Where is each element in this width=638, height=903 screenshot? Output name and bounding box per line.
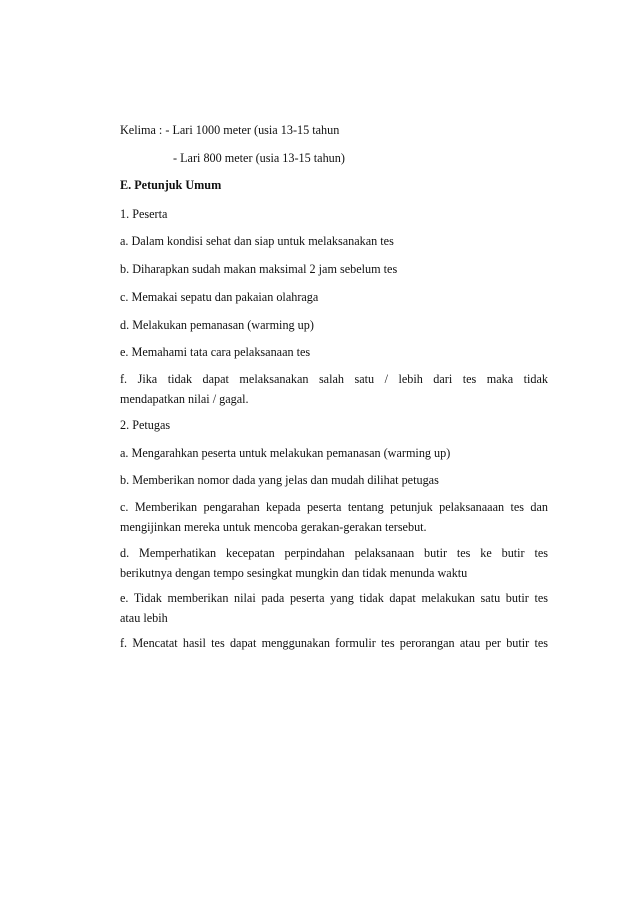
petugas-item-c-line-2: mengijinkan mereka untuk mencoba gerakan-gerakan tersebut. — [120, 520, 427, 534]
petugas-item-f — [120, 633, 548, 653]
petugas-item-b: b. Memberikan nomor dada yang jelas dan mudah dilihat petugas — [120, 473, 439, 487]
section-heading: E. Petunjuk Umum — [120, 178, 222, 192]
peserta-item-f-line-1: f. Jika tidak dapat melaksanakan salah satu / lebih dari tes maka tidak — [120, 372, 548, 386]
peserta-item-f-line-2: mendapatkan nilai / gagal. — [120, 392, 249, 406]
peserta-item-a: a. Dalam kondisi sehat dan siap untuk melaksanakan tes — [120, 234, 394, 248]
petugas-item-e-line-1: e. Tidak memberikan nilai pada peserta yang tidak dapat melakukan satu butir tes — [120, 591, 548, 605]
peserta-item-b: b. Diharapkan sudah makan maksimal 2 jam sebelum tes — [120, 262, 398, 276]
peserta-item-c: c. Memakai sepatu dan pakaian olahraga — [120, 290, 319, 304]
petugas-item-c — [120, 497, 548, 537]
peserta-item-d: d. Melakukan pemanasan (warming up) — [120, 318, 314, 332]
petugas-item-d-line-2: berikutnya dengan tempo sesingkat mungkin dan tidak menunda waktu — [120, 566, 468, 580]
petugas-item-d — [120, 543, 548, 583]
petugas-item-f-line-1: f. Mencatat hasil tes dapat menggunakan formulir tes perorangan atau per butir tes — [120, 636, 548, 650]
petugas-item-e-line-2: atau lebih — [120, 611, 168, 625]
petugas-title: 2. Petugas — [120, 418, 171, 432]
petugas-item-a: a. Mengarahkan peserta untuk melakukan pemanasan (warming up) — [120, 446, 451, 460]
peserta-item-e: e. Memahami tata cara pelaksanaan tes — [120, 345, 311, 359]
peserta-item-f — [120, 369, 548, 409]
petugas-item-d-line-1: d. Memperhatikan kecepatan perpindahan pelaksanaan butir tes ke butir tes — [120, 546, 548, 560]
kelima-line: Kelima : - Lari 1000 meter (usia 13-15 tahun — [120, 123, 340, 137]
peserta-title: 1. Peserta — [120, 207, 168, 221]
petugas-item-c-line-1: c. Memberikan pengarahan kepada peserta tentang petunjuk pelaksanaaan tes dan — [120, 500, 548, 514]
petugas-item-e — [120, 588, 548, 628]
lari-800-line: - Lari 800 meter (usia 13-15 tahun) — [173, 151, 345, 165]
